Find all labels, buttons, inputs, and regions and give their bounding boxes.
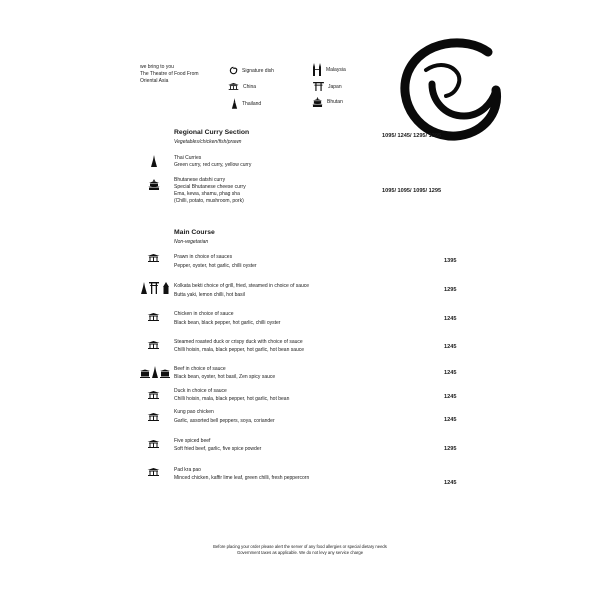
footer-line: Before placing your order please alert the server of any food allergies or special dietary needs — [213, 544, 387, 549]
china-icon — [147, 440, 160, 448]
menu-item-name: Bhutanese datshi curry — [174, 177, 226, 183]
china-icon — [147, 313, 160, 321]
china-icon — [147, 254, 160, 262]
china-icon — [147, 468, 160, 476]
thailand-icon — [231, 98, 238, 109]
menu-item-price: 1245 — [444, 394, 457, 400]
menu-item-price: 1245 — [444, 480, 457, 486]
main-section-subtitle: Non-vegetarian — [174, 239, 209, 245]
legend-label: Signature dish — [242, 67, 274, 74]
menu-item-name: Five spiced beef — [174, 438, 211, 444]
menu-item-name: Duck in choice of sauce — [174, 388, 227, 394]
menu-item-name: Chicken in choice of sauce — [174, 311, 234, 317]
menu-item-desc: Chilli hoisin, mala, black pepper, hot garlic, hot bean — [174, 396, 290, 402]
menu-item-desc: Chilli hoisin, mala, black pepper, hot garlic, hot bean sauce — [174, 347, 305, 353]
menu-item-name: Kung pao chicken — [174, 409, 214, 415]
thailand-japan-china-icons — [141, 280, 169, 294]
menu-item-name: Kolkata bekti choice of grill, fried, steamed in choice of sauce — [174, 283, 310, 289]
menu-item-desc: Butta yaki, lemon chilli, hot basil — [174, 292, 245, 298]
footer-line: Government taxes as applicable. We do not levy any service charge — [236, 550, 364, 555]
thailand-icon — [150, 155, 158, 167]
menu-item-price: 1295 — [444, 287, 457, 293]
legend-japan — [313, 82, 342, 91]
brand-logo — [396, 36, 504, 144]
regional-section-title: Regional Curry Section — [174, 129, 250, 136]
japan-torii-icon — [313, 82, 324, 91]
menu-item-price: 1245 — [444, 344, 457, 350]
main-section-title: Main Course — [174, 229, 215, 236]
bhutan-icon — [148, 179, 160, 190]
menu-item-desc: Black bean, oyster, hot basil, Zen spicy sauce — [174, 374, 276, 380]
menu-item-desc: Green curry, red curry, yellow curry — [174, 162, 252, 168]
footer-note — [0, 544, 600, 556]
china-icon — [147, 413, 160, 421]
menu-item-price: 1245 — [444, 316, 457, 322]
legend-label: Japan — [328, 83, 342, 90]
legend-signature — [229, 66, 274, 75]
legend-bhutan — [312, 97, 343, 107]
signature-swirl-icon — [229, 66, 238, 75]
legend-thailand — [231, 98, 261, 109]
menu-item-price: 1245 — [444, 417, 457, 423]
menu-item-name: Pad kra pao — [174, 467, 201, 473]
legend-malaysia — [312, 63, 346, 76]
menu-item-desc: Soft fried beef, garlic, five spice powder — [174, 446, 262, 452]
legend-label: Bhutan — [327, 99, 343, 105]
bhutan-icon — [312, 97, 323, 107]
menu-item-price: 1395 — [444, 258, 457, 264]
brush-swirl-logo-icon — [396, 36, 504, 144]
legend-china — [228, 83, 256, 90]
china-icon — [147, 391, 160, 399]
menu-item-desc: Garlic, assorted bell peppers, soya, coriander — [174, 418, 275, 424]
regional-price: 1095/ 1245/ 1295/ 1395 — [382, 133, 442, 139]
menu-item-desc: Ema, kewa, shamu, phag sha — [174, 191, 240, 197]
menu-item-name: Thai Curries — [174, 155, 202, 161]
menu-item-name: Prawn in choice of sauces — [174, 254, 233, 260]
legend-label: China — [243, 83, 257, 90]
menu-item-price: 1245 — [444, 370, 457, 376]
menu-item-price: 1095/ 1095/ 1095/ 1295 — [382, 188, 442, 194]
menu-item-name: Steamed roasted duck or crispy duck with choice of sauce — [174, 339, 303, 345]
intro-line: we bring to you — [140, 64, 174, 70]
menu-item-desc: (Chilli, potato, mushroom, pork) — [174, 198, 244, 204]
regional-section-subtitle: Vegetables/chicken/fish/prawn — [174, 139, 242, 145]
menu-item-name: Beef in choice of sauce — [174, 366, 226, 372]
menu-item-desc: Special Bhutanese cheese curry — [174, 184, 246, 190]
legend-label: Thailand — [242, 100, 262, 107]
china-icon — [147, 341, 160, 349]
menu-item-desc: Black bean, black pepper, hot garlic, chilli oyster — [174, 320, 281, 326]
malaysia-towers-icon — [312, 63, 322, 76]
menu-item-price: 1295 — [444, 446, 457, 452]
intro-line: Oriental Asia — [140, 78, 169, 84]
intro-text — [140, 64, 199, 85]
legend-label: Malaysia — [326, 66, 346, 73]
china-icon — [228, 83, 239, 90]
menu-item-desc: Pepper, oyster, hot garlic, chilli oyster — [174, 263, 257, 269]
menu-item-desc: Minced chicken, kaffir lime leaf, green chilli, fresh peppercorn — [174, 475, 310, 481]
intro-line: The Theatre of Food From — [140, 71, 199, 77]
china-thailand-china-icons — [140, 366, 170, 378]
